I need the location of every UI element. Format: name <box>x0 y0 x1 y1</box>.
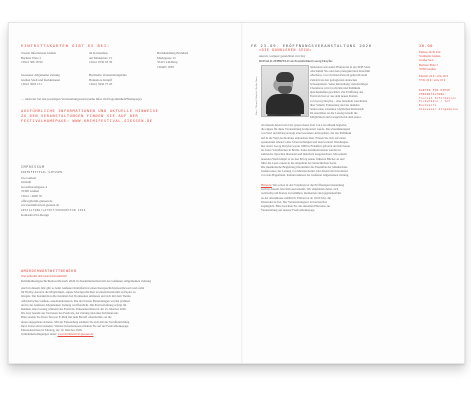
body-line: Der Autor Georg Dreyfus wurde 1968 in Frankfurt geboren und lebt heute <box>261 144 351 149</box>
impressum-line[interactable]: office@krimi-giessen.de <box>21 198 53 203</box>
venue-line: Hannelore Knöpff <box>89 77 113 82</box>
body-line: »Ku'damm 56« und dem preisgekrönten Kinofilm <box>310 69 370 74</box>
side-info-line: Großer Saal <box>419 58 434 63</box>
body-line: Im Anschluss an die Lesung besteht die <box>310 111 358 116</box>
side-ticket-line: VERANSTALTUNG: <box>419 92 447 96</box>
venue-line: Berliner Platz 2 <box>21 55 42 60</box>
photo-caption: Foto: © Ronald Zehrfeld / Rechte Name <box>255 76 258 115</box>
venue-1 <box>21 51 81 65</box>
contest-heading: #MÖRDERWORTWETTBEWERB <box>21 269 77 273</box>
photo-coat <box>266 94 304 114</box>
body-line: Möglichkeit zum Gespräch mit dem Autor. <box>310 115 362 120</box>
side-ticket-line: Giessener Allgemeine <box>419 107 459 111</box>
body-line: Schauspielern. Seine Darstellung vielschichtiger <box>310 81 369 86</box>
hinweis-label: Hinweis: <box>261 183 272 187</box>
venue-line: t 0641 3003 151 <box>21 82 42 87</box>
side-info-line: Eintritt: 24 € / erm. 20 € <box>419 74 449 79</box>
body-line: An diesem Abend wird der gesprochene Text von Live-Musik begleitet, <box>261 123 348 127</box>
impressum-line: slixbeth <box>21 180 32 185</box>
body-line: zahlreiche Sprachen übersetzt und mehrfach ausgezeichnet. Mit seinem <box>261 152 347 157</box>
body-line: über Schuld, Erinnerung und die dunklen <box>310 102 360 107</box>
venue-4 <box>21 73 87 87</box>
contest-body <box>21 286 233 336</box>
event-body-col <box>310 65 410 120</box>
side-tickets-block <box>419 89 463 112</box>
body-line: von Wort und Klang erzeugt eine besondere Atmosphäre, die das Publikum <box>261 131 352 136</box>
side-info-line: Stadthalle Gießen <box>419 54 441 59</box>
body-line: neuesten Werk knüpft er an den Erfolg seiner früheren Bücher an und <box>261 156 345 161</box>
body-line: als freier Schriftsteller in Berlin. Seine Kriminalromane wurden in <box>261 148 341 153</box>
side-info-line: Berliner Platz 2 <box>419 62 438 67</box>
hinweis-line: Platzwahl ist frei. Der Veranstaltungsort ist barrierefrei <box>261 199 327 204</box>
venue-line: t 0641 5930 75 20 <box>89 82 113 87</box>
venue-line: 35415 Lindburg <box>157 60 178 65</box>
intro-line: RONALD ZEHRFELD als Persönlichkeit Georg Dreyfus <box>259 58 333 63</box>
author-photo <box>261 65 309 117</box>
body-line: gleichermaßen geschätzt. Zur Eröffnung des <box>310 90 364 95</box>
contest-line: Rahmen einer Lesung während des Festivals. Einsendeschluss ist der 15. Oktober 2026. <box>21 307 127 312</box>
hinweis-line: zugänglich. Bitte beachten Sie die aktuellen Hinweise zur <box>261 204 331 209</box>
impressum-line: Grossthoreshgasse 4 <box>21 184 48 189</box>
gestaltung-heading: GESTALTUNG/LAYOUT/PRODUKTION 2026 <box>21 208 86 212</box>
body-line: Gießen unter der Leitung von Martina Keller. Der Abend wird moderiert <box>261 169 349 174</box>
side-info-line: VVK 22 € / erm. 18 € <box>419 78 446 83</box>
event-subheader: »DIE DUNKLEREN SEIN« <box>259 48 312 52</box>
side-ticket-line: Tourist Information <box>419 96 457 100</box>
more-venues-note: … und/oder bei den jeweiligen Veranstaltungsorten (siehe Infos im Programmheft/Homepage). <box>21 97 143 101</box>
info-line: ZU DEN VERANSTALTUNGEN FINDEN SIE AUF DER <box>21 113 139 118</box>
gestaltung-name: Katharina Eid-Design <box>21 213 49 218</box>
contest-subheads <box>21 274 231 283</box>
event-side-info <box>419 50 461 82</box>
body-line: Seiten einer scheinbar idyllischen Kleinstadt. <box>310 107 365 112</box>
venue-2 <box>89 51 149 65</box>
page-gutter <box>241 23 243 363</box>
impressum-line[interactable]: www.krimifestival-giessen.de <box>21 203 60 208</box>
contest-line: bringen. Der Kurzkrimi sollte maximal drei Normseiten umfassen und sich mit dem Thema <box>21 294 131 299</box>
contest-link[interactable]: www.krimifestival-giessen.de <box>57 332 94 337</box>
body-line: von Jens Hagemann, Kulturredakteur der Gießener Allgemeinen Zeitung. <box>261 173 350 178</box>
event-header: FR 23.09. ERÖFFNUNGSVERANSTALTUNG 2026 <box>251 43 373 48</box>
tickets-heading: EINTRITTSKARTEN GIBT ES BEI: <box>21 43 111 48</box>
side-info-line: Einlass 19.30 Uhr <box>419 50 441 54</box>
venue-line: Gießen Stadt und Redaktionen <box>21 77 61 82</box>
contest-subhead: Kriminalkurzgeschichtenwettbewerb 2026 in Zusammenarbeit mit der Gießener Allgemeinen Zeitung <box>21 278 151 283</box>
impressum-line: Ute Gurkert <box>21 175 37 180</box>
side-ticket-line: Ticketbüro / tnt <box>419 100 451 104</box>
side-ticket-line: KARTEN FÜR DIESE <box>419 89 451 92</box>
venue-line: t 06405 1639 <box>157 64 174 69</box>
body-line: führt die Leser erneut in die Abgründe der menschlichen Seele. <box>261 160 337 165</box>
photo-beard <box>278 86 292 94</box>
contest-line: Auch in diesem Jahr gibt es beim Gießener Krimifestival einen Kurzgeschichtenwettbewerb und somit <box>21 286 145 290</box>
contest-line: Bitte senden Sie Ihren Text per E-Mail mit dem Betreff »Kurzkrimi« an die <box>21 315 112 320</box>
contest-line: unten angegebene Adresse. Mit der Einsendung erklären Sie sich mit der Veröffentlichung <box>21 319 130 324</box>
venue-line: t 0641 306 18 90 <box>21 60 43 65</box>
impressum-line: KRIMIFESTIVAL GIESSEN <box>21 171 63 174</box>
venue-line: am Marktplatz 13 <box>89 55 112 60</box>
book-spread <box>8 22 465 364</box>
contest-line: »Mörderisches Gießen« auseinandersetzen. Die drei besten Einsendungen werden prämiert <box>21 298 131 303</box>
intro-line: unerstr. weiterer gezeichnet von Sny <box>259 54 306 58</box>
venue-5 <box>89 73 159 87</box>
impressum-line: 35390 Gießen <box>21 189 39 194</box>
impressum-line: t 0641 / 4600 70 <box>21 193 42 198</box>
info-line[interactable]: FESTIVALHOMEPAGE: WWW.KRIMIFESTIVAL-GIESSEN.DE <box>21 118 153 123</box>
event-body-full <box>261 123 411 178</box>
info-line: AUSFÜHRLICHE INFORMATIONEN UND AKTUELLE HINWEISE <box>21 109 159 113</box>
contest-line: Ihres Textes einverstanden. Weitere Informationen erhalten Sie auf der Festivalhomepage. <box>21 323 129 328</box>
side-ticket-line: Buchzeile <box>419 104 437 108</box>
body-line: spannenden Abend voller Überraschungen und unerwarteter Wendungen. <box>261 139 349 144</box>
hinweis-block <box>261 183 411 212</box>
hinweis-line: rechtzeitig um Karten zu bemühen. Restkarten sind gegebenenfalls <box>261 191 342 196</box>
body-line: von Georg Dreyfus – eine fesselnde Geschichte <box>310 98 368 103</box>
hinweis-line: Veranstaltung auf unserer Festivalhomepage. <box>261 208 315 213</box>
venue-line: Giessener Allgemeine Zeitung <box>21 73 60 77</box>
impressum-heading: IMPRESSUM <box>21 165 45 169</box>
contest-line: Einsendeschluss ist Montag, der 10. Oktober 2026. <box>21 328 83 333</box>
festival-info-block <box>21 109 158 123</box>
body-line: Festivals liest er aus dem neuen Roman <box>310 94 358 99</box>
contest-line: für Hobby-Autoren die Möglichkeit, eigene Mordgeschichten zu einem Kurzkrimi zu Papier zu <box>21 290 136 295</box>
venue-line: t 0641 9730 93 50 <box>89 60 113 65</box>
event-intro <box>259 54 409 63</box>
impressum-block <box>21 171 131 218</box>
venue-3 <box>157 51 222 69</box>
contest-line: und in der Gießener Allgemeinen Zeitung veröffentlicht. Die Preisverleihung erfolgt im <box>21 302 127 307</box>
body-line: Charaktere wird von Kritik und Publikum <box>310 86 361 91</box>
hinweis-line: an der Abendkasse erhältlich. Einlass ist ab 19.00 Uhr, die <box>261 195 331 200</box>
body-line: Zehrfeld zu den gefragtesten deutschen <box>310 77 358 82</box>
body-line: »Barbara« von Christian Petzold gehört Ronald <box>310 73 368 78</box>
contest-conditions-label: Teilnahmebedingungen unter: <box>21 332 57 337</box>
body-line: tief in die Welt des Romans eintauchen lässt. Freuen Sie sich auf einen <box>261 135 346 140</box>
venue-line: tnt Kartenshop <box>89 51 108 55</box>
body-line: Die musikalische Begleitung übernimmt das Ensemble der Musikschule <box>261 165 348 170</box>
contest-subhead: Wer schreibt den besten Kurzkrimi? <box>21 274 67 278</box>
venue-line: Buchzeile Veranstaltungsbüro <box>89 73 128 77</box>
photo-hair <box>276 72 294 82</box>
hinweis-line: Wie schon in den Vorjahren ist die Eröffnungsveranstaltung <box>272 183 345 187</box>
venue-line: Tourist Information Gießen <box>21 51 57 55</box>
contest-line: Die Jury besteht aus Vertretern des Festivals, der Zeitung und einer Krimiautorin. <box>21 311 119 316</box>
body-line: Spätestens seit seiner Hauptrolle in der ZDF-Serie <box>310 65 371 69</box>
venue-line: Marktgasse 15 <box>157 55 176 60</box>
hinweis-line: auch in diesem Jahr früh ausverkauft. Wir empfehlen daher, sich <box>261 187 339 192</box>
venue-line: Buchhandlung Bernhard <box>157 51 189 55</box>
contest-line <box>21 332 233 336</box>
side-info-line: 35390 Gießen <box>419 66 436 71</box>
event-time: 20.00 <box>419 43 433 48</box>
body-line: die eigens für diese Veranstaltung komponiert wurde. Das Zusammenspiel <box>261 127 351 132</box>
